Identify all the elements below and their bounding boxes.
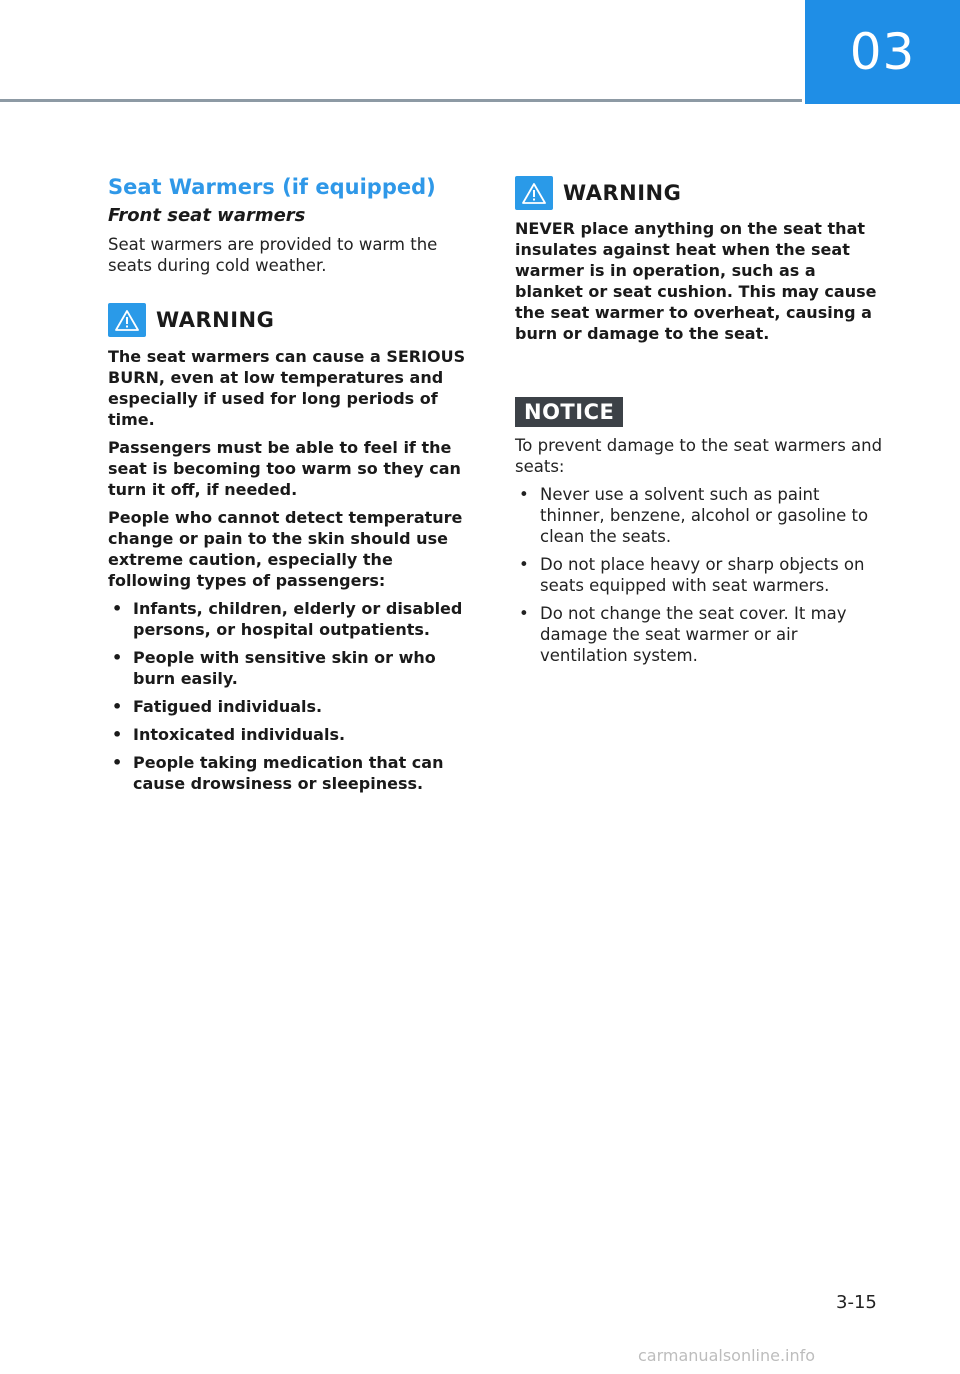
notice-bullet-list [515,484,885,666]
warning-triangle-icon [515,176,553,210]
warning-label: WARNING [156,308,275,332]
watermark: carmanualsonline.info [638,1346,816,1365]
list-item: • Intoxicated individuals. [112,725,346,744]
warning-header [515,176,681,210]
subsection-title: Front seat warmers [108,205,306,226]
intro-text: Seat warmers are provided to warm the seats during cold weather. [108,235,438,275]
list-item: • Infants, children, elderly or disabled persons, or hospital outpatients. [112,599,463,639]
warning-header [108,303,274,337]
warning-paragraph: Passengers must be able to feel if the seat is becoming too warm so they can turn it off, if needed. [108,438,461,499]
warning-paragraph: The seat warmers can cause a SERIOUS BURN, even at low temperatures and especially if used for long periods of time. [108,347,466,429]
warning-body [108,346,470,801]
warning-paragraph: People who cannot detect temperature change or pain to the skin should use extreme caution, especially the following types of passengers: [108,508,463,590]
list-item: • Do not change the seat cover. It may damage the seat warmer or air ventilation system. [519,604,847,665]
notice-body [515,435,885,673]
page-number: 3-15 [836,1292,877,1313]
notice-intro: To prevent damage to the seat warmers and seats: [515,436,883,476]
notice-badge: NOTICE [515,397,623,427]
warning-bullet-list [108,598,470,794]
warning-triangle-icon [108,303,146,337]
chapter-tab [805,0,960,104]
list-item: • Do not place heavy or sharp objects on seats equipped with seat warmers. [519,555,865,595]
list-item: • People taking medication that can cause drowsiness or sleepiness. [112,753,444,793]
header-rule [0,99,802,102]
warning-label: WARNING [563,181,682,205]
section-title: Seat Warmers (if equipped) [108,175,436,199]
warning-paragraph: NEVER place anything on the seat that insulates against heat when the seat warmer is in operation, such as a blanket or seat cushion. This may cause the seat warmer to overheat, causing a burn or damage to the seat. [515,219,877,343]
list-item: • People with sensitive skin or who burn easily. [112,648,436,688]
chapter-number: 03 [849,23,916,81]
list-item: • Fatigued individuals. [112,697,323,716]
list-item: • Never use a solvent such as paint thinner, benzene, alcohol or gasoline to clean the seats. [519,485,869,546]
warning-body [515,218,885,351]
